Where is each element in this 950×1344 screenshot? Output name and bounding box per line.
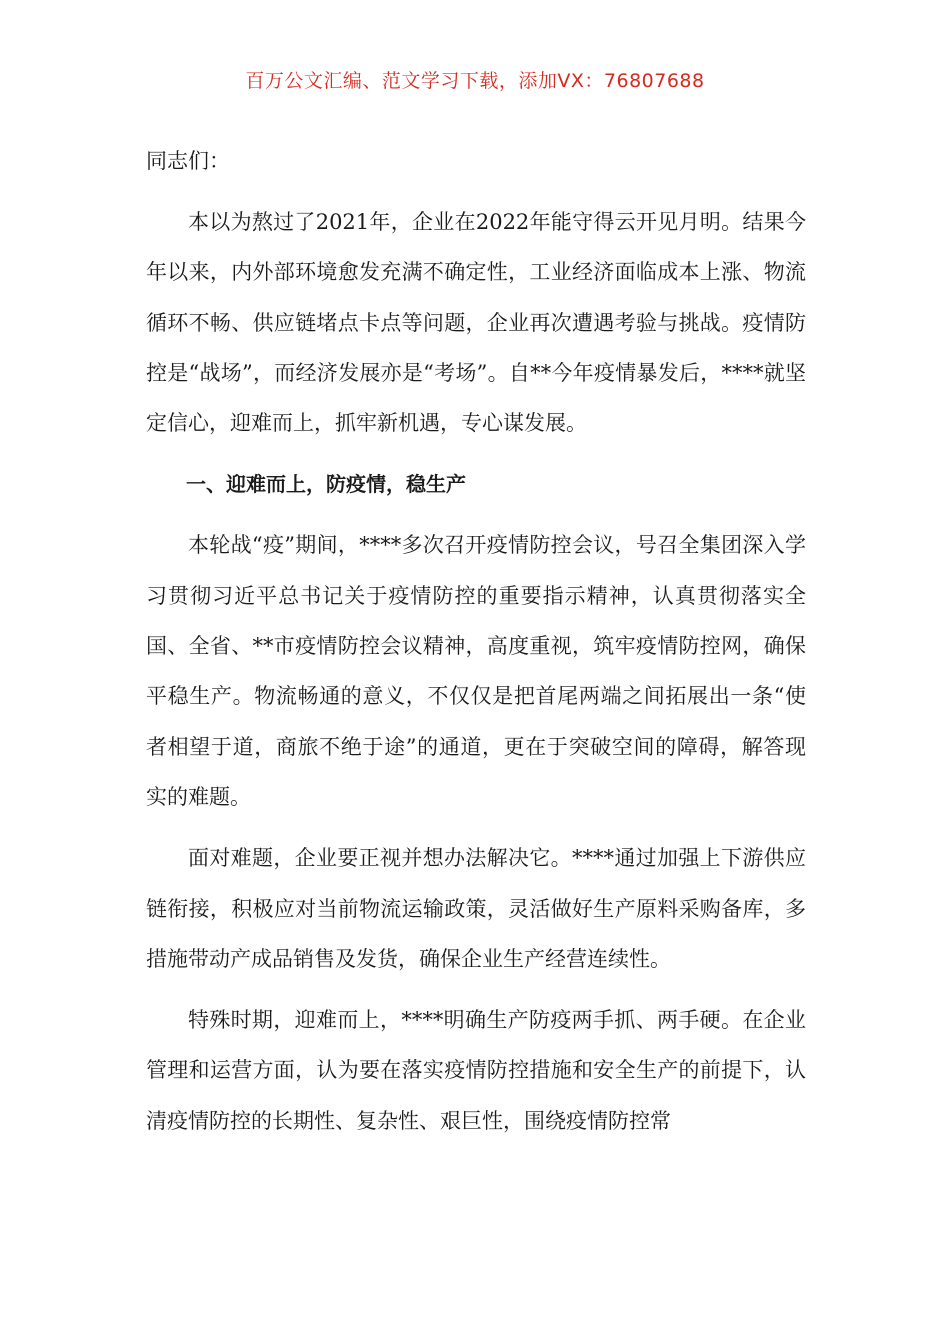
section-heading: 一、迎难而上，防疫情，稳生产 bbox=[186, 472, 466, 497]
paragraph-intro: 本以为熬过了2021年，企业在2022年能守得云开见月明。结果今年以来，内外部环境愈发充满不确定性，工业经济面临成本上涨、物流循环不畅、供应链堵点卡点等问题，企业再次遭遇考验与挑战。疫情防控是“战场”，而经济发展亦是“考场”。自**今年疫情暴发后，****就坚定信心，迎难而上，抓牢新机遇，专心谋发展。 bbox=[146, 210, 806, 436]
paragraph-supply-chain: 面对难题，企业要正视并想办法解决它。****通过加强上下游供应链衔接，积极应对当前物流运输政策，灵活做好生产原料采购备库，多措施带动产成品销售及发货，确保企业生产经营连续性。 bbox=[146, 846, 806, 971]
salutation: 同志们： bbox=[146, 149, 230, 173]
document-body bbox=[146, 136, 806, 1157]
paragraph-special-period: 特殊时期，迎难而上，****明确生产防疫两手抓、两手硬。在企业管理和运营方面，认为要在落实疫情防控措施和安全生产的前提下，认清疫情防控的长期性、复杂性、艰巨性，围绕疫情防控常 bbox=[146, 1008, 806, 1133]
watermark-banner: 百万公文汇编、范文学习下载，添加VX：76807688 bbox=[245, 70, 705, 92]
paragraph-epidemic-meetings: 本轮战“疫”期间，****多次召开疫情防控会议，号召全集团深入学习贯彻习近平总书记关于疫情防控的重要指示精神，认真贯彻落实全国、全省、**市疫情防控会议精神，高度重视，筑牢疫情防控网，确保平稳生产。物流畅通的意义，不仅仅是把首尾两端之间拓展出一条“使者相望于道，商旅不绝于途”的通道，更在于突破空间的障碍，解答现实的难题。 bbox=[146, 533, 806, 809]
